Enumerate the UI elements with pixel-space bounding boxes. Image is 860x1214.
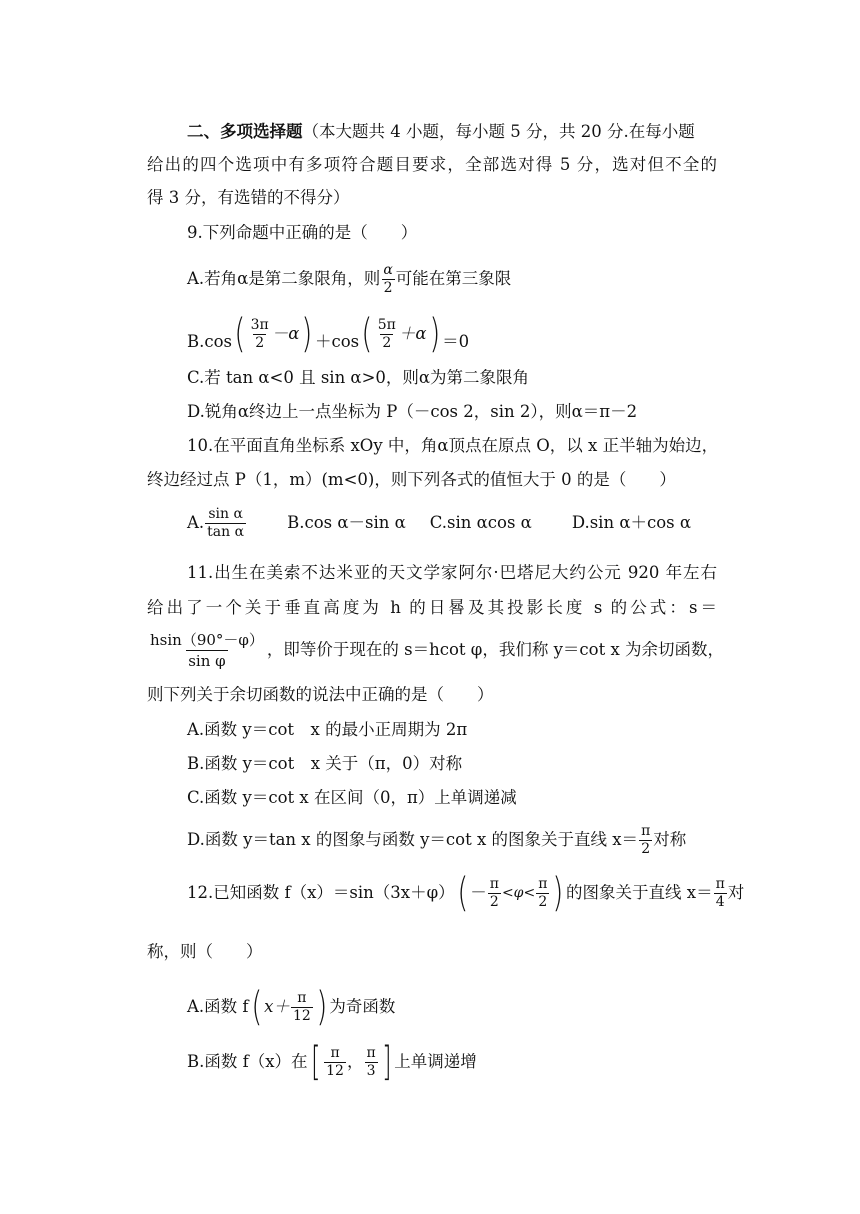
q11-line2: 给出了一个关于垂直高度为 h 的日晷及其投影长度 s 的公式：s＝	[147, 598, 717, 617]
q9-b-frac2-den: 2	[382, 334, 392, 351]
q9-option-d: D.锐角α终边上一点坐标为 P（－cos 2，sin 2），则α＝π－2	[187, 402, 638, 421]
q12-post2: 对	[727, 883, 745, 902]
section-desc-1: （本大题共 4 小题，每小题 5 分，共 20 分.在每小题	[302, 122, 695, 141]
q11-d-den: 2	[641, 840, 651, 857]
q10-options	[187, 503, 691, 543]
q9-a-den: 2	[383, 279, 393, 296]
q11-option-c: C.函数 y＝cot x 在区间（0，π）上单调递减	[187, 788, 517, 807]
left-paren-icon: (	[361, 311, 373, 357]
q11-formula-den: sin φ	[188, 651, 226, 670]
q9-b-frac2	[376, 317, 398, 352]
right-paren-icon: )	[301, 311, 313, 357]
q10-line2: 终边经过点 P（1，m）(m<0)，则下列各式的值恒大于 0 的是（ ）	[147, 470, 676, 489]
section-desc-3: 得 3 分，有选错的不得分）	[147, 188, 350, 207]
q11-formula	[148, 630, 266, 671]
q11-line4: 则下列关于余切函数的说法中正确的是（ ）	[147, 685, 494, 704]
right-bracket-icon: ]	[381, 1039, 392, 1085]
q10-a-num: sin α	[208, 505, 243, 522]
q12-line2: 称，则（ ）	[147, 942, 263, 961]
q9-a-num: α	[383, 261, 393, 278]
q11-line3	[147, 628, 724, 672]
q9-b-frac1-num: 3π	[250, 316, 269, 333]
right-paren-icon: )	[552, 870, 564, 916]
q9-b-frac1	[249, 317, 271, 352]
q12-b-sep: ，	[346, 1052, 364, 1071]
q12-option-a	[187, 980, 395, 1034]
q11-formula-num: hsin（90°－φ）	[150, 630, 264, 649]
q11-option-b: B.函数 y＝cot x 关于（π，0）对称	[187, 754, 463, 773]
right-paren-icon: )	[316, 984, 328, 1030]
q10-a-den: tan α	[207, 523, 245, 540]
q9-option-c: C.若 tan α<0 且 sin α>0，则α为第二象限角	[187, 368, 530, 387]
q12-line1	[187, 868, 744, 918]
q9-b-pre: B.cos	[187, 332, 233, 351]
q9-b-frac2-num: 5π	[377, 316, 396, 333]
q12-a-pre: A.函数 f	[187, 997, 249, 1016]
q12-c-n2: π	[538, 875, 548, 892]
q12-post1: 的图象关于直线 x＝	[566, 883, 713, 902]
left-paren-icon: (	[234, 311, 246, 357]
q11-d-num: π	[641, 822, 651, 839]
section-header-line1	[187, 120, 707, 144]
q10-a-pre: A.	[187, 513, 205, 532]
left-paren-icon: (	[250, 984, 262, 1030]
q12-option-b	[187, 1036, 477, 1088]
q12-x-num: π	[715, 875, 725, 892]
q10-a-fraction	[205, 506, 246, 541]
q12-c-d1: 2	[489, 893, 499, 910]
q9-b-post: ＝0	[442, 332, 470, 351]
q12-x-fraction	[714, 876, 727, 911]
q12-b-frac1	[324, 1045, 346, 1080]
q12-c-frac2	[536, 876, 549, 911]
q12-pre: 12.已知函数 f（x）＝sin（3x＋φ）	[187, 883, 455, 902]
section-title: 二、多项选择题	[187, 122, 303, 141]
q12-a-post: 为奇函数	[329, 997, 396, 1016]
q11-d-pre: D.函数 y＝tan x 的图象与函数 y＝cot x 的图象关于直线 x＝	[187, 830, 639, 849]
q12-b-d2: 3	[366, 1062, 376, 1079]
q12-b-frac2	[364, 1045, 377, 1080]
q12-b-n1: π	[330, 1044, 340, 1061]
q9-b-frac1-den: 2	[255, 334, 265, 351]
q10-option-d: D.sin α＋cos α	[571, 513, 692, 532]
q12-a-fraction	[291, 990, 313, 1025]
q9-b-m1: －α	[271, 324, 300, 343]
q12-c-n1: π	[489, 875, 499, 892]
q9-a-post: 可能在第三象限	[395, 269, 512, 288]
q12-a-num: π	[297, 989, 307, 1006]
q12-c-mid: <φ<	[501, 885, 536, 901]
q12-a-x: x＋	[264, 997, 290, 1016]
q12-x-den: 4	[715, 893, 725, 910]
q10-line1: 10.在平面直角坐标系 xOy 中，角α顶点在原点 O，以 x 正半轴为始边，	[187, 436, 719, 455]
q12-b-post: 上单调递增	[394, 1052, 477, 1071]
q12-b-pre: B.函数 f（x）在	[187, 1052, 308, 1071]
q9-a-fraction	[381, 262, 394, 297]
right-paren-icon: )	[428, 311, 440, 357]
q12-b-n2: π	[366, 1044, 376, 1061]
q12-c-d2: 2	[538, 893, 548, 910]
q9-a-text: A.若角α是第二象限角，则	[187, 269, 381, 288]
q9-stem: 9.下列命题中正确的是（ ）	[187, 223, 418, 242]
q11-d-fraction	[639, 823, 652, 858]
left-bracket-icon: [	[310, 1039, 321, 1085]
q11-line3-text: ，即等价于现在的 s＝hcot φ，我们称 y＝cot x 为余切函数，	[266, 640, 725, 659]
left-paren-icon: (	[456, 870, 468, 916]
q12-b-d1: 12	[326, 1062, 344, 1079]
q10-option-b: B.cos α－sin α	[287, 513, 406, 532]
q11-line1: 11.出生在美索不达米亚的天文学家阿尔·巴塔尼大约公元 920 年左右	[187, 563, 717, 582]
q9-b-m2: ＋α	[398, 324, 427, 343]
q12-a-den: 12	[292, 1007, 311, 1024]
q12-c-pre: －	[470, 883, 487, 902]
q11-d-post: 对称	[653, 830, 687, 849]
section-desc-2: 给出的四个选项中有多项符合题目要求，全部选对得 5 分，选对但不全的	[147, 155, 717, 174]
q10-option-c: C.sin αcos α	[429, 513, 532, 532]
q12-c-frac1	[488, 876, 501, 911]
q9-option-a	[187, 262, 511, 296]
q11-option-d	[187, 820, 686, 860]
q9-b-mid: ＋cos	[315, 332, 360, 351]
q11-option-a: A.函数 y＝cot x 的最小正周期为 2π	[187, 720, 468, 739]
q9-option-b	[187, 312, 469, 356]
